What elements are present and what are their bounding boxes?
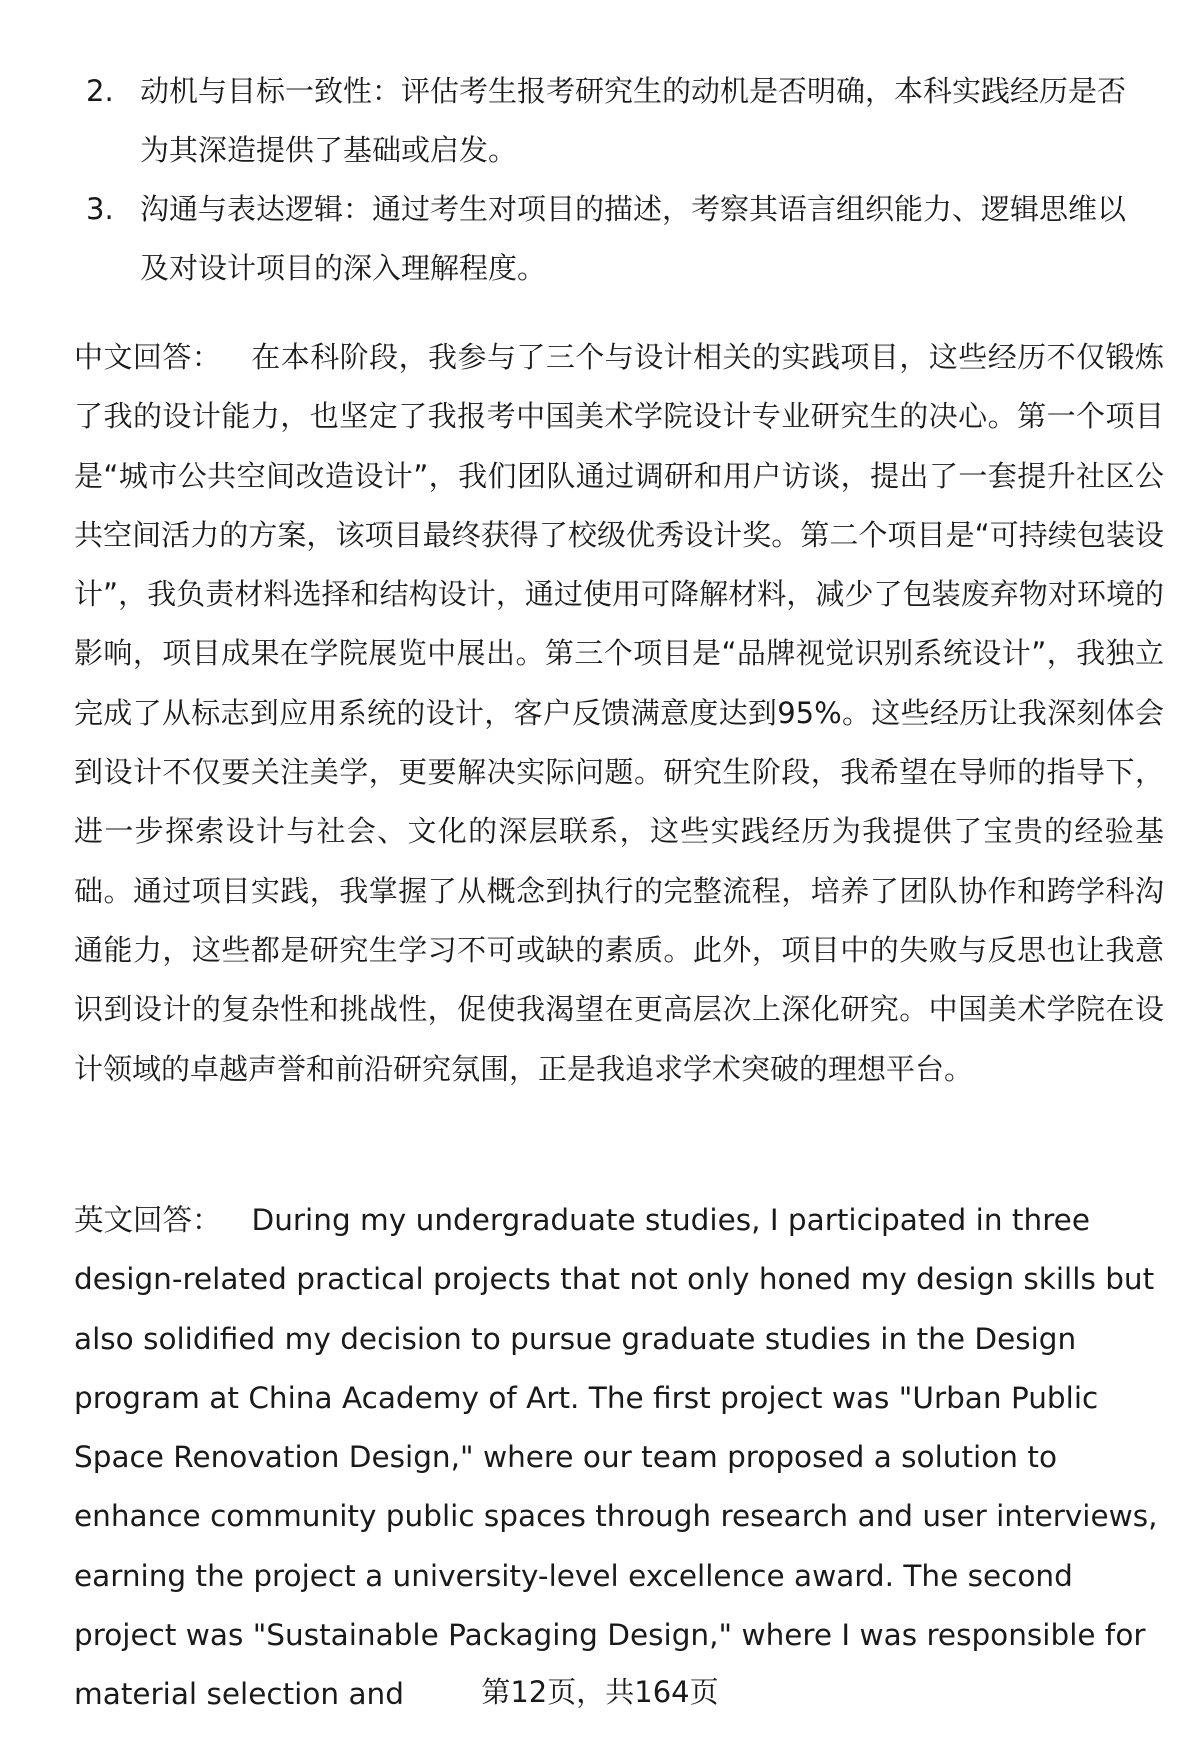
chinese-answer-text: 在本科阶段，我参与了三个与设计相关的实践项目，这些经历不仅锻炼了我的设计能力，也坚定了我报考中国美术学院设计专业研究生的决心。第一个项目是“城市公共空间改造设计”，我们团队通过调研和用户访谈，提出了一套提升社区公共空间活力的方案，该项目最终获得了校级优秀设计奖。第二个项目是“可持续包装设计”，我负责材料选择和结构设计，通过使用可降解材料，减少了包装废弃物对环境的影响，项目成果在学院展览中展出。第三个项目是“品牌视觉识别系统设计”，我独立完成了从标志到应用系统的设计，客户反馈满意度达到95%。这些经历让我深刻体会到设计不仅要关注美学，更要解决实际问题。研究生阶段，我希望在导师的指导下，进一步探索设计与社会、文化的深层联系，这些实践经历为我提供了宝贵的经验基础。通过项目实践，我掌握了从概念到执行的完整流程，培养了团队协作和跨学科沟通能力，这些都是研究生学习不可或缺的素质。此外，项目中的失败与反思也让我意识到设计的复杂性和挑战性，促使我渴望在更高层次上深化研究。中国美术学院在设计领域的卓越声誉和前沿研究氛围，正是我追求学术突破的理想平台。 (74, 340, 1164, 1086)
page-footer (0, 1670, 1200, 1711)
criteria-list (74, 62, 1154, 298)
english-answer-paragraph (74, 1191, 1164, 1725)
list-item-text: 沟通与表达逻辑：通过考生对项目的描述，考察其语言组织能力、逻辑思维以及对设计项目的深入理解程度。 (140, 192, 1127, 285)
chinese-answer-paragraph (74, 328, 1164, 1099)
list-item-number: 2. (86, 74, 114, 108)
page-number: 第12页，共164页 (481, 1675, 719, 1709)
english-answer-label: 英文回答： (74, 1203, 222, 1237)
list-item-number: 3. (86, 192, 114, 226)
list-item-text: 动机与目标一致性：评估考生报考研究生的动机是否明确，本科实践经历是否为其深造提供了基础或启发。 (140, 74, 1127, 167)
english-answer-text: During my undergraduate studies, I participated in three design-related practical projects that not only honed my design skills but also solidified my decision to pursue graduate studies in the Design program at China Academy of Art. The first project was "Urban Public Space Renovation Design," where our team proposed a solution to enhance community public spaces through research and user interviews, earning the project a university-level excellence award. The second project was "Sustainable Packaging Design," where I was responsible for material selection and (74, 1203, 1158, 1712)
list-item (74, 62, 1154, 180)
chinese-answer-label: 中文回答： (74, 340, 222, 374)
list-item (74, 180, 1154, 298)
